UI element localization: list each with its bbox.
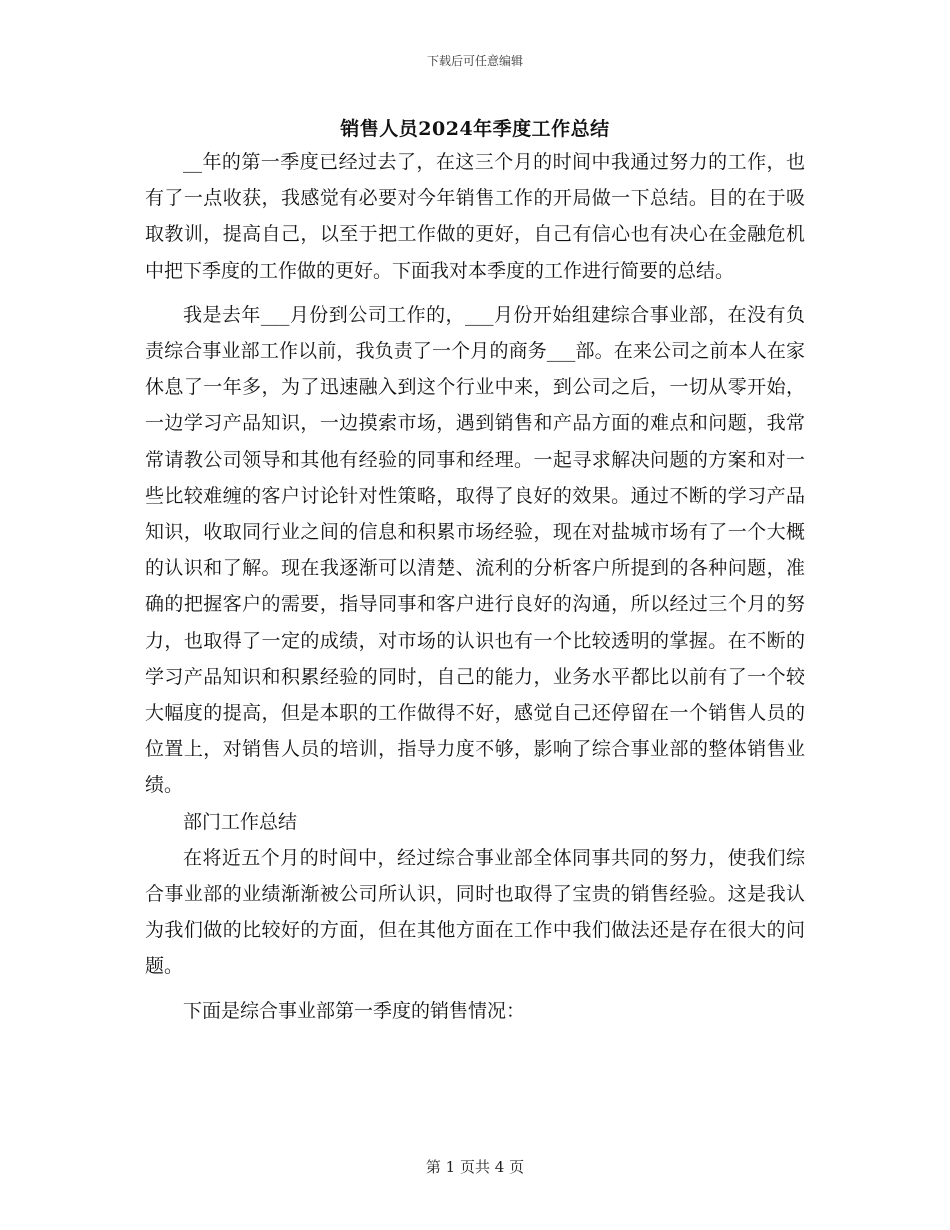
paragraph-personal-review: 我是去年___月份到公司工作的，___月份开始组建综合事业部，在没有负责综合事业部工作以前，我负责了一个月的商务___部。在来公司之前本人在家休息了一年多，为了迅速融入到这个行业中来，到公司之后，一切从零开始，一边学习产品知识，一边摸索市场，遇到销售和产品方面的难点和问题，我常常请教公司领导和其他有经验的同事和经理。一起寻求解决问题的方案和对一些比较难缠的客户讨论针对性策略，取得了良好的效果。通过不断的学习产品知识，收取同行业之间的信息和积累市场经验，现在对盐城市场有了一个大概的认识和了解。现在我逐渐可以清楚、流利的分析客户所提到的各种问题，准确的把握客户的需要，指导同事和客户进行良好的沟通，所以经过三个月的努力，也取得了一定的成绩，对市场的认识也有一个比较透明的掌握。在不断的学习产品知识和积累经验的同时，自己的能力，业务水平都比以前有了一个较大幅度的提高，但是本职的工作做得不好，感觉自己还停留在一个销售人员的位置上，对销售人员的培训，指导力度不够，影响了综合事业部的整体销售业绩。 [145, 303, 805, 797]
page-number: 第 1 页共 4 页 [425, 1158, 525, 1176]
paragraph-intro: __年的第一季度已经过去了，在这三个月的时间中我通过努力的工作，也有了一点收获，我感觉有必要对今年销售工作的开局做一下总结。目的在于吸取教训，提高自己，以至于把工作做的更好，自己有信心也有决心在金融危机中把下季度的工作做的更好。下面我对本季度的工作进行简要的总结。 [145, 151, 805, 282]
header-note: 下载后可任意编辑 [426, 54, 523, 68]
document-title: 销售人员2024年季度工作总结 [340, 118, 610, 140]
paragraph-department-review: 在将近五个月的时间中，经过综合事业部全体同事共同的努力，使我们综合事业部的业绩渐渐被公司所认识，同时也取得了宝贵的销售经验。这是我认为我们做的比较好的方面，但在其他方面在工作中我们做法还是存在很大的问题。 [145, 846, 805, 978]
document-body [145, 144, 805, 1029]
section-heading-department: 部门工作总结 [183, 810, 298, 833]
paragraph-sales-intro: 下面是综合事业部第一季度的销售情况： [183, 999, 526, 1022]
